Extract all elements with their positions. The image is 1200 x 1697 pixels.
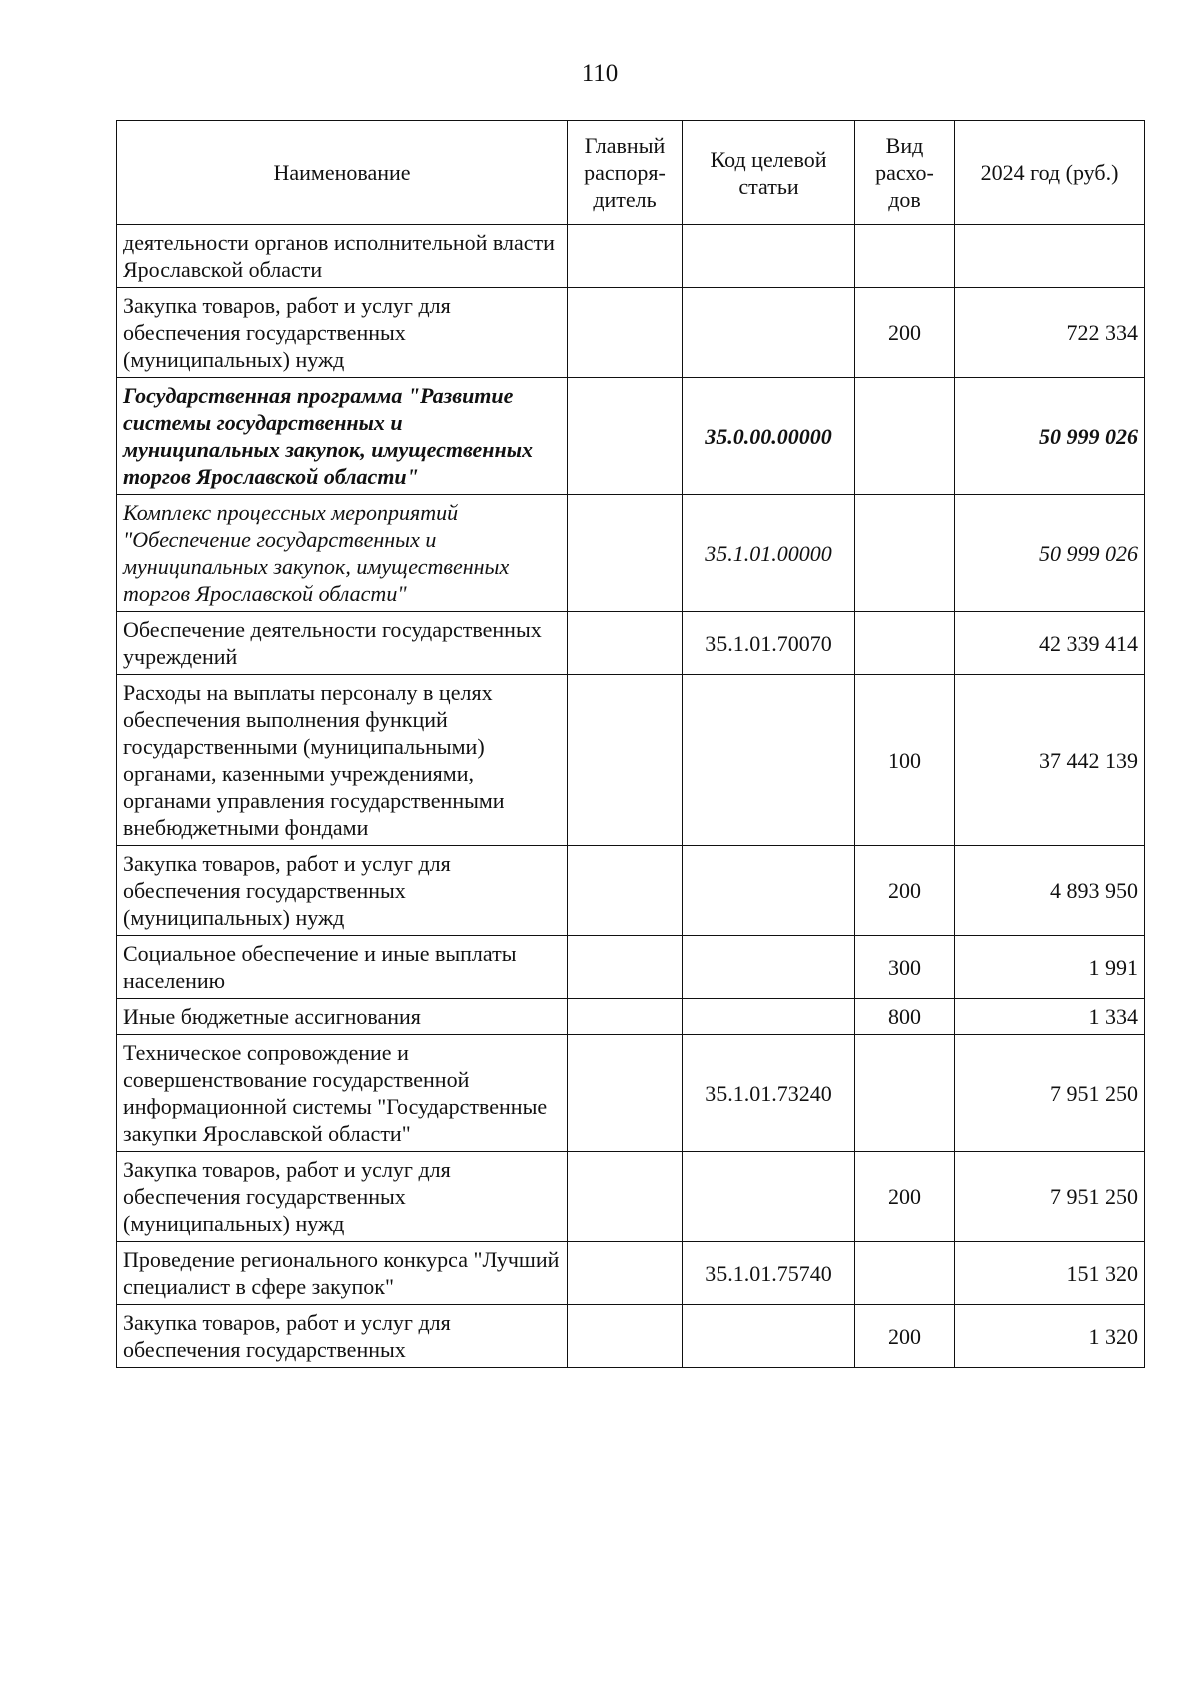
cell-name: Обеспечение деятельности государственных учреждений — [117, 612, 568, 675]
cell-code — [683, 288, 855, 378]
table-row — [117, 1305, 1145, 1368]
cell-kind — [855, 225, 955, 288]
header-code: Код целевой статьи — [683, 121, 855, 225]
cell-kind: 200 — [855, 1305, 955, 1368]
cell-name: Комплекс процессных мероприятий "Обеспечение государственных и муниципальных закупок, имущественных торгов Ярославской области" — [117, 495, 568, 612]
table-row — [117, 846, 1145, 936]
cell-amount: 4 893 950 — [955, 846, 1145, 936]
cell-name: деятельности органов исполнительной власти Ярославской области — [117, 225, 568, 288]
cell-amount: 1 334 — [955, 999, 1145, 1035]
cell-manager — [568, 495, 683, 612]
cell-kind — [855, 378, 955, 495]
cell-code: 35.1.01.73240 — [683, 1035, 855, 1152]
cell-kind: 300 — [855, 936, 955, 999]
header-kind: Вид расхо-дов — [855, 121, 955, 225]
table-row — [117, 936, 1145, 999]
cell-name: Закупка товаров, работ и услуг для обеспечения государственных (муниципальных) нужд — [117, 846, 568, 936]
cell-code — [683, 936, 855, 999]
table-row — [117, 495, 1145, 612]
cell-amount: 50 999 026 — [955, 495, 1145, 612]
cell-amount: 151 320 — [955, 1242, 1145, 1305]
cell-manager — [568, 288, 683, 378]
cell-code — [683, 1305, 855, 1368]
cell-code — [683, 999, 855, 1035]
cell-manager — [568, 1152, 683, 1242]
cell-manager — [568, 936, 683, 999]
table-header-row — [117, 121, 1145, 225]
cell-code: 35.1.01.70070 — [683, 612, 855, 675]
cell-name: Закупка товаров, работ и услуг для обеспечения государственных (муниципальных) нужд — [117, 1152, 568, 1242]
cell-manager — [568, 846, 683, 936]
cell-amount: 722 334 — [955, 288, 1145, 378]
cell-manager — [568, 612, 683, 675]
table-body — [117, 225, 1145, 1368]
cell-kind — [855, 495, 955, 612]
cell-code: 35.0.00.00000 — [683, 378, 855, 495]
cell-name: Расходы на выплаты персоналу в целях обеспечения выполнения функций государственными (муниципальными) органами, казенными учреждениями, органами управления государственными внебюджетными фондами — [117, 675, 568, 846]
cell-name: Техническое сопровождение и совершенствование государственной информационной системы "Государственные закупки Ярославской области" — [117, 1035, 568, 1152]
cell-kind — [855, 612, 955, 675]
cell-name: Иные бюджетные ассигнования — [117, 999, 568, 1035]
cell-manager — [568, 1035, 683, 1152]
table-row — [117, 1035, 1145, 1152]
header-manager: Главный распоря-дитель — [568, 121, 683, 225]
cell-amount — [955, 225, 1145, 288]
cell-name: Государственная программа "Развитие системы государственных и муниципальных закупок, имущественных торгов Ярославской области" — [117, 378, 568, 495]
table-row — [117, 225, 1145, 288]
cell-amount: 50 999 026 — [955, 378, 1145, 495]
table-row — [117, 999, 1145, 1035]
header-name: Наименование — [117, 121, 568, 225]
cell-kind: 200 — [855, 1152, 955, 1242]
cell-amount: 42 339 414 — [955, 612, 1145, 675]
cell-kind: 200 — [855, 288, 955, 378]
cell-name: Социальное обеспечение и иные выплаты населению — [117, 936, 568, 999]
cell-amount: 1 991 — [955, 936, 1145, 999]
header-year: 2024 год (руб.) — [955, 121, 1145, 225]
cell-name: Проведение регионального конкурса "Лучший специалист в сфере закупок" — [117, 1242, 568, 1305]
cell-manager — [568, 378, 683, 495]
cell-code — [683, 1152, 855, 1242]
cell-kind: 100 — [855, 675, 955, 846]
cell-code — [683, 846, 855, 936]
table-row — [117, 378, 1145, 495]
cell-kind — [855, 1242, 955, 1305]
cell-kind — [855, 1035, 955, 1152]
table-row — [117, 1152, 1145, 1242]
table-row — [117, 675, 1145, 846]
cell-code: 35.1.01.00000 — [683, 495, 855, 612]
cell-kind: 800 — [855, 999, 955, 1035]
cell-manager — [568, 225, 683, 288]
cell-manager — [568, 1242, 683, 1305]
cell-manager — [568, 675, 683, 846]
budget-table — [116, 120, 1145, 1368]
table-row — [117, 288, 1145, 378]
table-row — [117, 612, 1145, 675]
cell-code — [683, 675, 855, 846]
cell-name: Закупка товаров, работ и услуг для обеспечения государственных — [117, 1305, 568, 1368]
table-row — [117, 1242, 1145, 1305]
cell-kind: 200 — [855, 846, 955, 936]
cell-amount: 1 320 — [955, 1305, 1145, 1368]
cell-amount: 7 951 250 — [955, 1152, 1145, 1242]
cell-amount: 7 951 250 — [955, 1035, 1145, 1152]
cell-amount: 37 442 139 — [955, 675, 1145, 846]
cell-manager — [568, 1305, 683, 1368]
page-number: 110 — [581, 60, 619, 87]
cell-code — [683, 225, 855, 288]
cell-manager — [568, 999, 683, 1035]
cell-code: 35.1.01.75740 — [683, 1242, 855, 1305]
cell-name: Закупка товаров, работ и услуг для обеспечения государственных (муниципальных) нужд — [117, 288, 568, 378]
